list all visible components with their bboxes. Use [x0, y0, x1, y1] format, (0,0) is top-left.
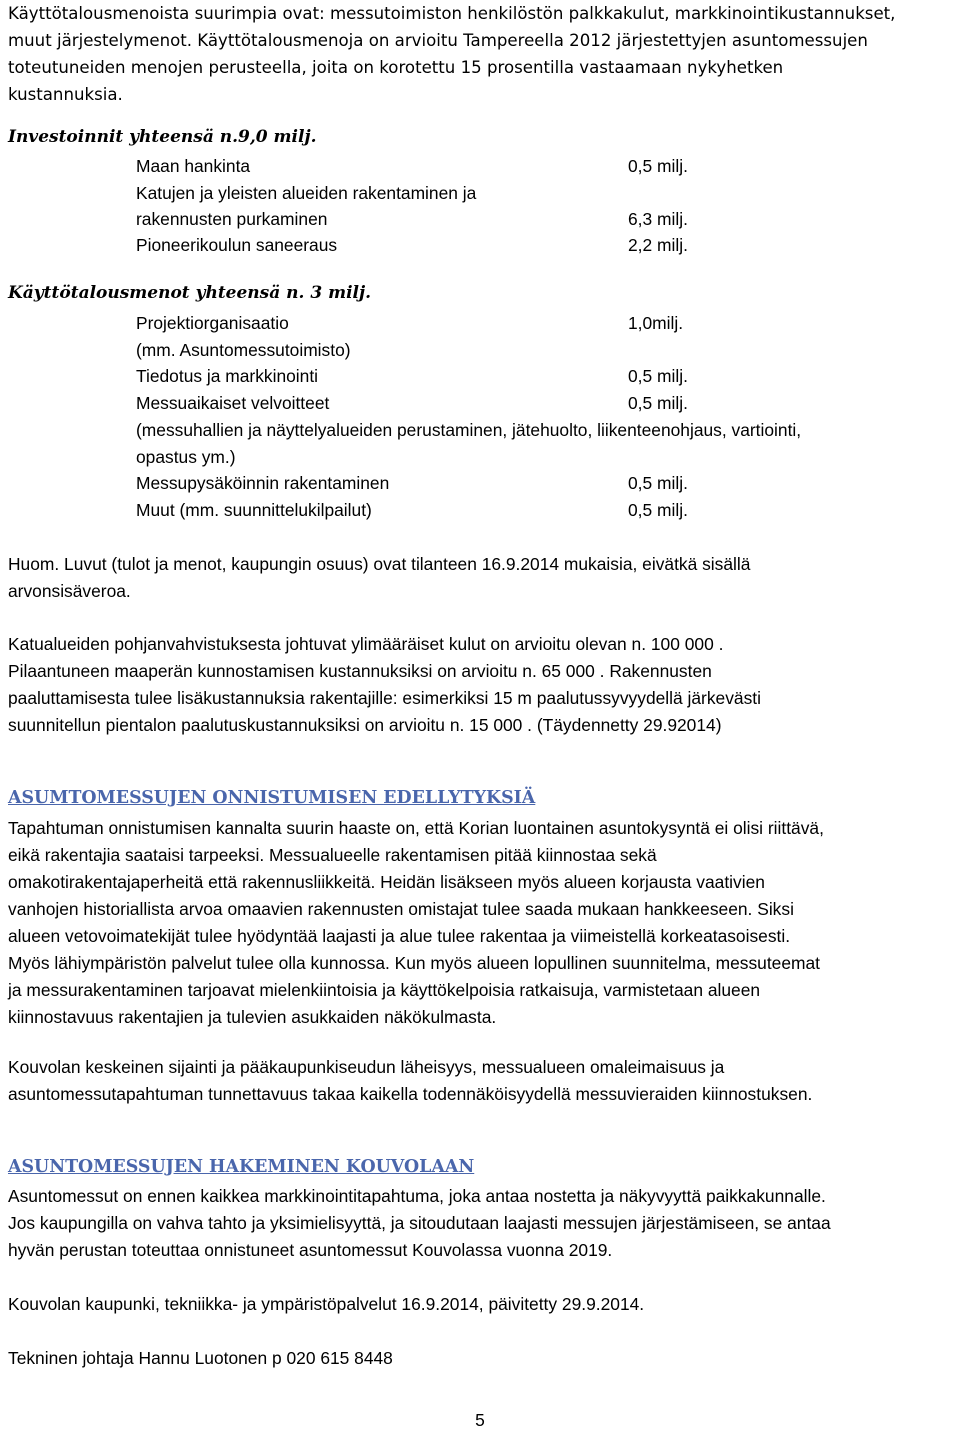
operating-label: (mm. Asuntomessutoimisto) — [136, 340, 351, 360]
investment-amount: 6,3 milj. — [628, 209, 688, 229]
operating-label: Tiedotus ja markkinointi — [136, 366, 319, 386]
operating-amount: 0,5 milj. — [628, 473, 688, 493]
conditions-line: vanhojen historiallista arvoa omaavien rakennusten omistajat tulee saada mukaan hankkeeseen. Siksi — [8, 899, 794, 919]
investment-label: Katujen ja yleisten alueiden rakentaminen ja — [136, 183, 477, 203]
signature-date: Kouvolan kaupunki, tekniikka- ja ympäristöpalvelut 16.9.2014, päivitetty 29.9.2014. — [8, 1294, 645, 1314]
cost-line: Katualueiden pohjanvahvistuksesta johtuvat ylimääräiset kulut on arvioitu olevan n. 100 000 . — [8, 634, 724, 654]
conditions-line: ja messurakentaminen tarjoavat mielenkiintoisia ja käyttökelpoisia ratkaisuja, varmistetaan alueen — [8, 980, 761, 1000]
operating-row — [136, 470, 956, 496]
intro-line-1: Käyttötalousmenoista suurimpia ovat: messutoimiston henkilöstön palkkakulut, markkinointikustannukset, — [8, 4, 896, 23]
section-title-application: ASUNTOMESSUJEN HAKEMINEN KOUVOLAAN — [8, 1157, 475, 1177]
intro-line-4: kustannuksia. — [8, 85, 123, 104]
note-line: Huom. Luvut (tulot ja menot, kaupungin osuus) ovat tilanteen 16.9.2014 mukaisia, eivätkä sisällä — [8, 554, 751, 574]
investment-row — [136, 232, 956, 258]
location-paragraph — [8, 1054, 956, 1108]
investment-amount: 0,5 milj. — [628, 156, 688, 176]
operating-amount: 0,5 milj. — [628, 500, 688, 520]
conditions-line: Myös lähiympäristön palvelut tulee olla kunnossa. Kun myös alueen lopullinen suunnitelma, messuteemat — [8, 953, 821, 973]
operating-label: opastus ym.) — [136, 447, 236, 467]
note-line: arvonsisäveroa. — [8, 581, 131, 601]
conditions-line: omakotirakentajaperheitä että rakennusliikkeitä. Heidän lisäkseen myös alueen korjausta vaativien — [8, 872, 765, 892]
cost-line: Pilaantuneen maaperän kunnostamisen kustannuksiksi on arvioitu n. 65 000 . Rakennusten — [8, 661, 712, 681]
section-title-conditions: ASUMTOMESSUJEN ONNISTUMISEN EDELLYTYKSIÄ — [8, 788, 536, 808]
operating-label: Messupysäköinnin rakentaminen — [136, 473, 390, 493]
application-line: Asuntomessut on ennen kaikkea markkinointitapahtuma, joka antaa nostetta ja näkyvyyttä paikkakunnalle. — [8, 1186, 826, 1206]
investment-row — [136, 206, 956, 232]
signature-contact: Tekninen johtaja Hannu Luotonen p 020 615 8448 — [8, 1348, 393, 1368]
application-paragraph — [8, 1183, 956, 1264]
operating-row — [136, 390, 956, 416]
operating-amount: 1,0milj. — [628, 313, 684, 333]
operating-row — [136, 417, 956, 443]
operating-amount: 0,5 milj. — [628, 393, 688, 413]
intro-paragraph — [8, 0, 956, 108]
operating-label: (messuhallien ja näyttelyalueiden perustaminen, jätehuolto, liikenteenohjaus, vartiointi, — [136, 420, 802, 440]
operating-row — [136, 497, 956, 523]
operating-row — [136, 337, 956, 363]
operating-label: Projektiorganisaatio — [136, 313, 289, 333]
operating-heading: Käyttötalousmenot yhteensä n. 3 milj. — [8, 283, 372, 303]
location-line: asuntomessutapahtuman tunnettavuus takaa kaikella todennäköisyydellä messuvieraiden kiinnostuksen. — [8, 1084, 813, 1104]
investment-row — [136, 153, 956, 179]
intro-line-2: muut järjestelymenot. Käyttötalousmenoja on arvioitu Tampereella 2012 järjestettyjen asuntomessujen — [8, 31, 868, 50]
operating-label: Messuaikaiset velvoitteet — [136, 393, 330, 413]
conditions-line: eikä rakentajia saataisi tarpeeksi. Messualueelle rakentamisen pitää kiinnostaa sekä — [8, 845, 657, 865]
cost-line: suunnitellun pientalon paalutuskustannuksiksi on arvioitu n. 15 000 . (Täydennetty 29.92014) — [8, 715, 722, 735]
operating-amount: 0,5 milj. — [628, 366, 688, 386]
investment-row — [136, 180, 956, 206]
cost-paragraph — [8, 631, 956, 739]
location-line: Kouvolan keskeinen sijainti ja pääkaupunkiseudun läheisyys, messualueen omaleimaisuus ja — [8, 1057, 725, 1077]
note-paragraph — [8, 551, 956, 605]
conditions-paragraph — [8, 815, 956, 1031]
operating-row — [136, 363, 956, 389]
cost-line: paaluttamisesta tulee lisäkustannuksia rakentajille: esimerkiksi 15 m paalutussyvyydellä järkevästi — [8, 688, 761, 708]
application-line: Jos kaupungilla on vahva tahto ja yksimielisyyttä, ja sitoudutaan laajasti messujen järjestämiseen, se antaa — [8, 1213, 831, 1233]
conditions-line: kiinnostavuus rakentajien ja tulevien asukkaiden näkökulmasta. — [8, 1007, 497, 1027]
page-number: 5 — [475, 1410, 485, 1430]
operating-row — [136, 444, 956, 470]
investment-label: Pioneerikoulun saneeraus — [136, 235, 338, 255]
investment-label: Maan hankinta — [136, 156, 251, 176]
conditions-line: Tapahtuman onnistumisen kannalta suurin haaste on, että Korian luontainen asuntokysyntä ei olisi riittävä, — [8, 818, 824, 838]
operating-row — [136, 310, 956, 336]
conditions-line: alueen vetovoimatekijät tulee hyödyntää laajasti ja alue tulee rakentaa ja viimeistellä korkeatasoisesti. — [8, 926, 791, 946]
operating-label: Muut (mm. suunnittelukilpailut) — [136, 500, 372, 520]
application-line: hyvän perustan toteuttaa onnistuneet asuntomessut Kouvolassa vuonna 2019. — [8, 1240, 613, 1260]
investment-label: rakennusten purkaminen — [136, 209, 328, 229]
investments-heading: Investoinnit yhteensä n.9,0 milj. — [8, 127, 317, 147]
intro-line-3: toteutuneiden menojen perusteella, joita on korotettu 15 prosentilla vastaamaan nykyhetken — [8, 58, 784, 77]
investment-amount: 2,2 milj. — [628, 235, 688, 255]
